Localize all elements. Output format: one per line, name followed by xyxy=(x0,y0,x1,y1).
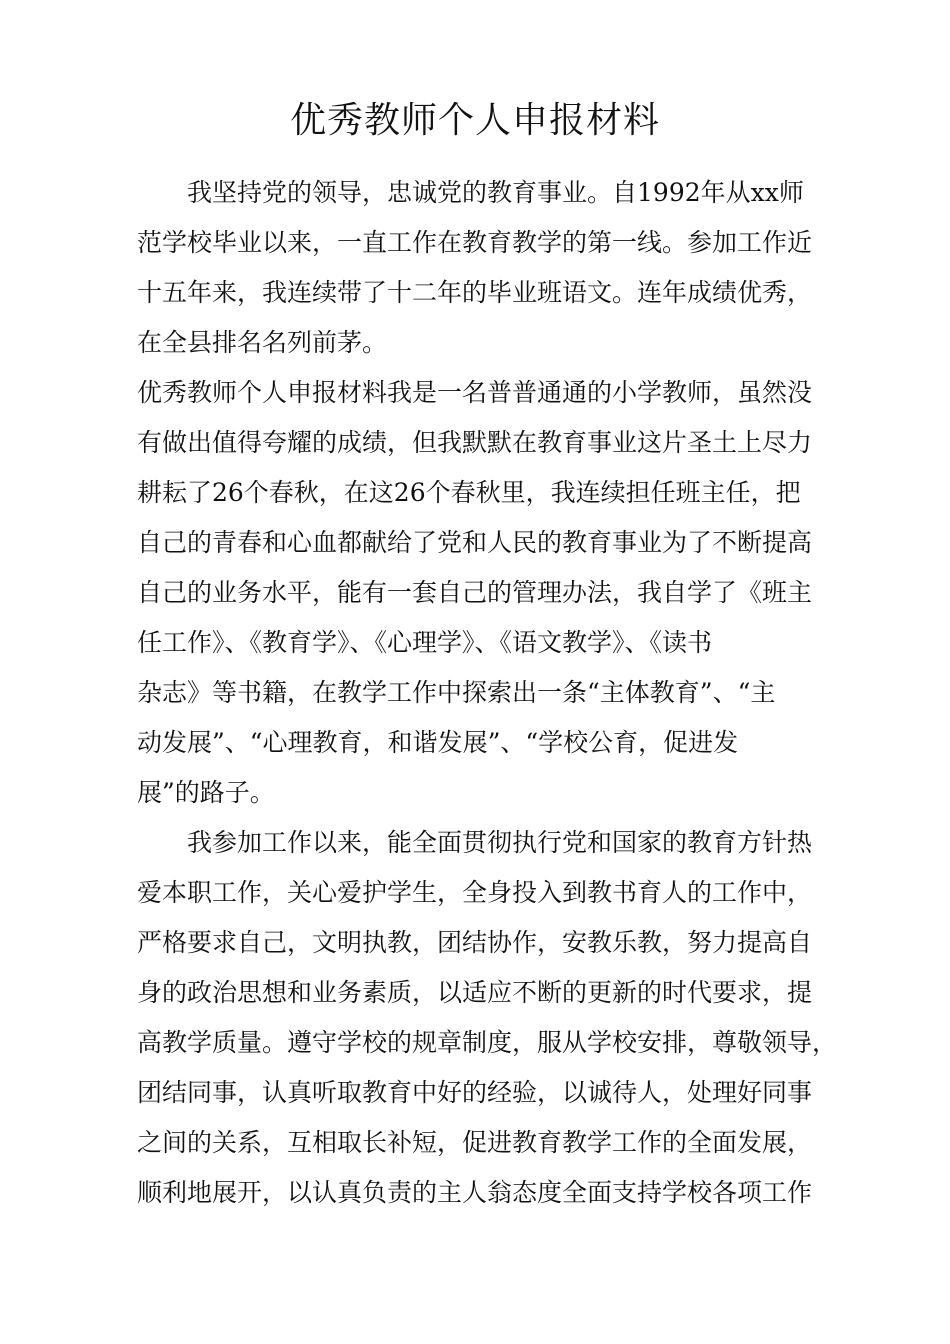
text-line: 动发展”、“心理教育，和谐发展”、“学校公育，促进发 xyxy=(137,728,739,757)
text-line: 严格要求自己，文明执教，团结协作，安教乐教，努力提高自 xyxy=(137,928,813,957)
text-line: 优秀教师个人申报材料我是一名普普通通的小学教师，虽然没 xyxy=(137,378,813,407)
text-line: 顺利地展开，以认真负责的主人翁态度全面支持学校各项工作 xyxy=(137,1178,813,1207)
text-line: 在全县排名名列前茅。 xyxy=(137,328,388,357)
text-line: 我参加工作以来，能全面贯彻执行党和国家的教育方针热 xyxy=(187,828,813,857)
text-line: 爱本职工作，关心爱护学生，全身投入到教书育人的工作中， xyxy=(137,878,813,907)
text-line: 团结同事，认真听取教育中好的经验，以诚待人，处理好同事 xyxy=(137,1078,813,1107)
text-line: 我坚持党的领导，忠诚党的教育事业。自1992年从xx师 xyxy=(187,178,804,207)
text-line: 身的政治思想和业务素质，以适应不断的更新的时代要求，提 xyxy=(137,978,813,1007)
text-line: 范学校毕业以来，一直工作在教育教学的第一线。参加工作近 xyxy=(137,228,813,257)
text-line: 之间的关系，互相取长补短，促进教育教学工作的全面发展， xyxy=(137,1128,813,1157)
text-line: 高教学质量。遵守学校的规章制度，服从学校安排，尊敬领导， xyxy=(137,1028,838,1057)
text-line: 展”的路子。 xyxy=(137,778,275,807)
text-line: 自己的青春和心血都献给了党和人民的教育事业为了不断提高 xyxy=(137,528,813,557)
text-line: 耕耘了26个春秋，在这26个春秋里，我连续担任班主任，把 xyxy=(137,478,801,507)
document-body xyxy=(137,168,837,1218)
text-line: 杂志》等书籍，在教学工作中探索出一条“主体教育”、“主 xyxy=(137,678,776,707)
text-line: 有做出值得夸耀的成绩，但我默默在教育事业这片圣土上尽力 xyxy=(137,428,813,457)
text-line: 十五年来，我连续带了十二年的毕业班语文。连年成绩优秀， xyxy=(137,278,813,307)
text-line: 任工作》、《教育学》、《心理学》、《语文教学》、《读书 xyxy=(137,628,713,657)
text-line: 自己的业务水平，能有一套自己的管理办法，我自学了《班主 xyxy=(137,578,813,607)
page-title: 优秀教师个人申报材料 xyxy=(289,100,660,141)
